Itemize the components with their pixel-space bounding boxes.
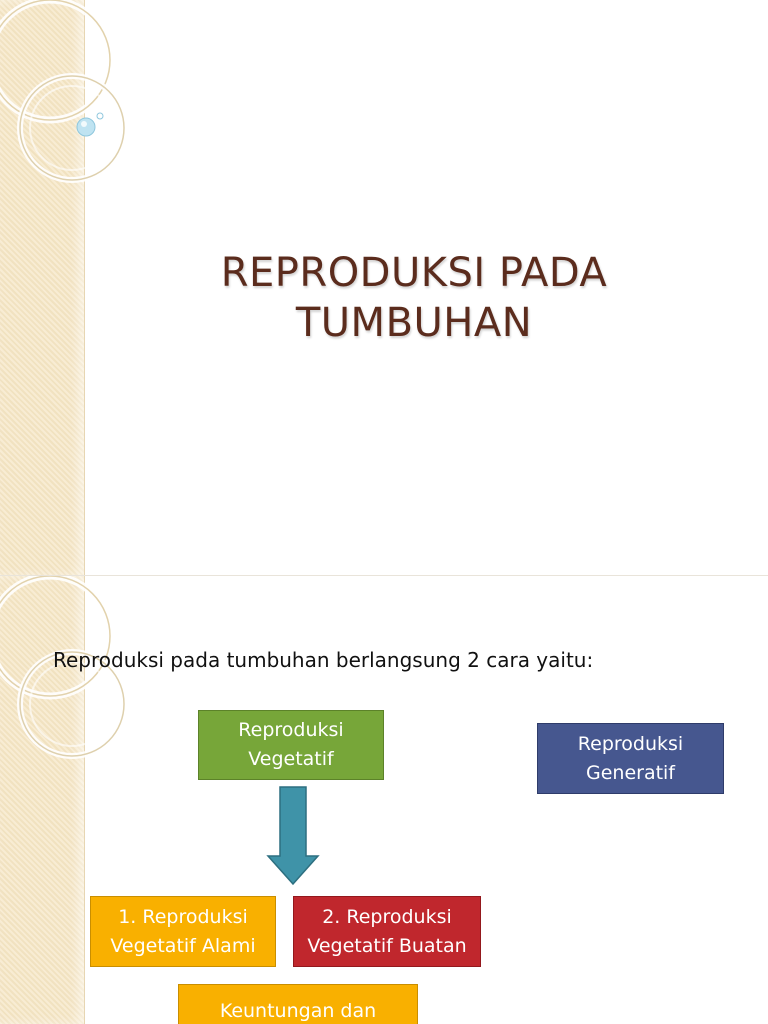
slide-title (124, 248, 704, 348)
box-label-line1: 2. Reproduksi (322, 905, 452, 928)
box-label-line1: Reproduksi (238, 719, 344, 741)
slide-title-line1: REPRODUKSI PADA (220, 250, 608, 296)
ring-decoration (0, 0, 130, 200)
bubble-icon (77, 118, 95, 136)
box-label-line1: Keuntungan dan (219, 1000, 377, 1022)
diagram-slide (0, 576, 768, 1024)
box-label-line1: 1. Reproduksi (118, 905, 248, 928)
intro-text: Reproduksi pada tumbuhan berlangsung 2 cara yaitu: (53, 648, 594, 672)
down-arrow-icon (266, 786, 320, 886)
box-label-line2: Vegetatif Alami (110, 934, 256, 957)
vegetatif-buatan-box (293, 896, 481, 967)
box-label-line2: Vegetatif Buatan (307, 934, 467, 957)
reproduksi-vegetatif-box (198, 710, 384, 780)
box-label-line2: Generatif (585, 761, 676, 784)
reproduksi-generatif-box (537, 723, 724, 794)
slide-title-line2: TUMBUHAN (295, 300, 533, 346)
vegetatif-alami-box (90, 896, 276, 967)
ring-decoration (0, 576, 130, 776)
box-label-line2: Vegetatif (248, 748, 334, 770)
keuntungan-box (178, 984, 418, 1024)
box-label-line1: Reproduksi (577, 732, 684, 755)
